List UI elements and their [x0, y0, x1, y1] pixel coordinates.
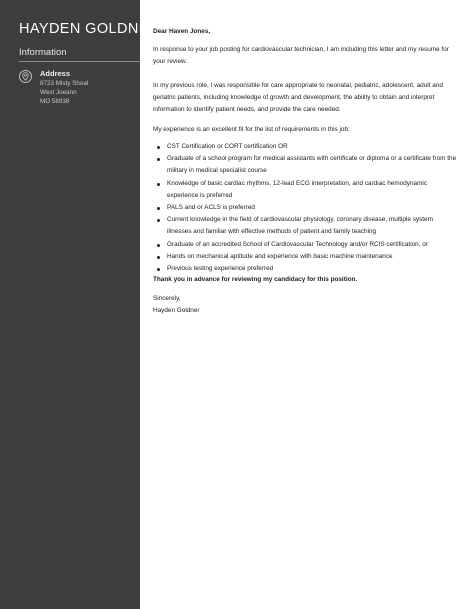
requirements-list [153, 141, 458, 275]
address-city: West Joeann [40, 89, 77, 96]
thank-you-line: Thank you in advance for reviewing my candidacy for this position. [153, 276, 358, 283]
section-divider [19, 61, 140, 62]
signature-name: Hayden Goldner [153, 307, 200, 314]
intro-paragraph: In response to your job posting for cardiovascular technician, I am including this letter and my resume for your review. [153, 46, 449, 66]
list-item: CST Certification or CORT certification OR [153, 141, 458, 153]
list-item: Previous testing experience preferred [153, 263, 458, 275]
list-item: Graduate of an accredited School of Cardiovascular Technology and/or RCIS certification, or [153, 239, 458, 251]
list-item: Knowledge of basic cardiac rhythms, 12-lead ECG interpretation, and cardiac hemodynamic experience is preferred [153, 178, 458, 202]
salutation: Dear Haven Jones, [153, 28, 211, 35]
requirements-intro: My experience is an excellent fit for the list of requirements in this job: [153, 126, 350, 133]
address-label: Address [40, 69, 71, 78]
list-item: PALS and or ACLS is preferred [153, 202, 458, 214]
location-pin-icon [19, 70, 32, 83]
sidebar [0, 0, 160, 609]
list-item: Current knowledge in the field of cardiovascular physiology, coronary disease, multiple system illnesses and familiar with effective methods of patient and family teaching [153, 214, 458, 238]
candidate-name: HAYDEN GOLDNER [19, 21, 160, 37]
experience-paragraph: In my previous role, I was responsible for care appropriate to neonatal, pediatric, adolescent, adult and geriatric patients, including knowledge of growth and development, the ability to obtain and interpret information to identify patient needs, and provide the care needed. [153, 82, 443, 114]
address-state-zip: MO 58938 [40, 98, 70, 105]
list-item: Hands on mechanical aptitude and experience with basic machine maintenance [153, 251, 458, 263]
closing: Sincerely, [153, 295, 181, 302]
list-item: Graduate of a school program for medical assistants with certificate or diploma or a certificate from the military in medical specialist course [153, 153, 458, 177]
information-heading: Information [19, 47, 67, 58]
address-street: 8723 Misty Shoal [40, 80, 89, 87]
